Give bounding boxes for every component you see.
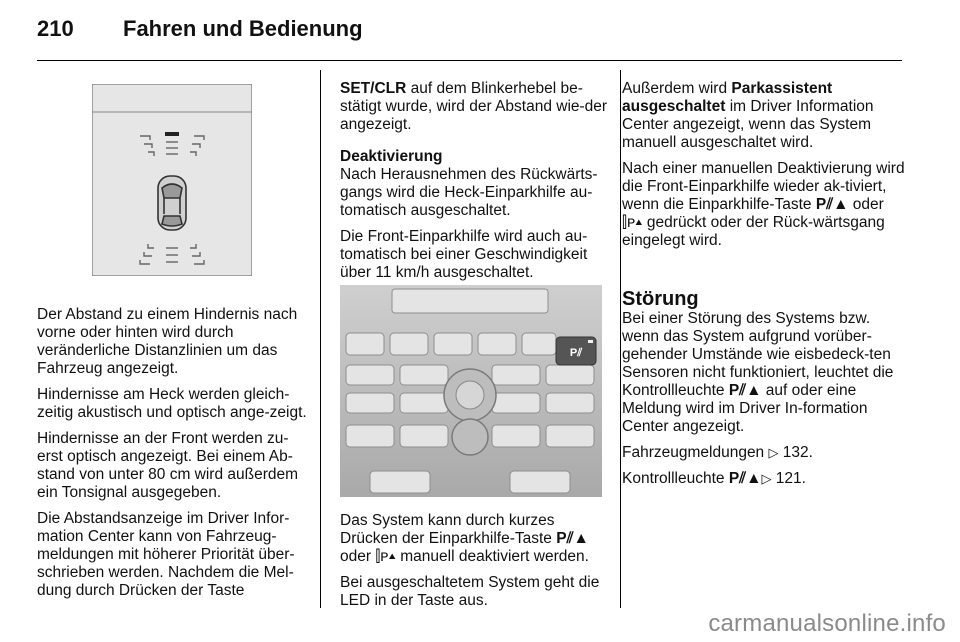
column-3-fault-section xyxy=(622,288,907,488)
text-run: oder xyxy=(340,548,376,565)
text-run: Parkassistent ausgeschaltet xyxy=(622,80,833,115)
text-run: Nach einer manuellen Deaktivierung wird die Front-Einparkhilfe wieder ak-tiviert, wenn die Einparkhilfe-Taste xyxy=(622,160,905,213)
text-run: auf dem Blinkerhebel be-stätigt wurde, wird der Abstand wie-der angezeigt. xyxy=(340,80,608,133)
paragraph xyxy=(622,444,907,462)
watermark: carmanualsonline.info xyxy=(708,610,946,637)
reference-arrow-icon: ▷ xyxy=(761,471,772,486)
paragraph xyxy=(340,80,608,134)
set-clr-label: SET/CLR xyxy=(340,80,407,97)
park-assist-symbol-icon: P⫽▲ xyxy=(556,530,589,547)
park-assist-button-label: P⫽ xyxy=(569,347,583,359)
header-rule xyxy=(37,60,902,61)
column-3-text xyxy=(622,80,907,250)
paragraph xyxy=(622,160,907,250)
text-run: Kontrollleuchte xyxy=(622,470,729,487)
paragraph xyxy=(622,470,907,488)
text-run: Bei einer Störung des Systems bzw. wenn das System aufgrund vorüber-gehender Umstände wie eisbedeck-ten Sensoren nicht funktioniert, leuchtet die Kontrollleuchte xyxy=(622,310,894,399)
text-run: im Driver Information Center angezeigt, wenn das System manuell ausgeschaltet wird. xyxy=(622,98,874,151)
paragraph: Nach Herausnehmen des Rückwärts-gangs wird die Heck-Einparkhilfe au-tomatisch ausgeschaltet. xyxy=(340,166,598,219)
reference-arrow-icon: ▷ xyxy=(768,445,779,460)
paragraph: Hindernisse an der Front werden zu-erst optisch angezeigt. Bei einem Ab-stand von unter 80 cm wird außerdem ein Tonsignal ausgegeben. xyxy=(37,430,299,501)
text-run: 132. xyxy=(778,444,813,461)
paragraph: Bei ausgeschaltetem System geht die LED in der Taste aus. xyxy=(340,574,600,609)
paragraph xyxy=(622,80,907,152)
park-assist-symbol-icon: P⫽▲ xyxy=(815,196,849,213)
paragraph xyxy=(622,310,907,436)
text-run: auf oder eine Meldung wird im Driver In-formation Center angezeigt. xyxy=(622,382,868,435)
text-run: 121. xyxy=(771,470,806,487)
column-2-bottom-text xyxy=(340,512,608,610)
paragraph: Die Front-Einparkhilfe wird auch au-tomatisch bei einer Geschwindigkeit über 11 km/h ausgeschaltet. xyxy=(340,228,588,281)
center-console-figure xyxy=(340,285,602,497)
park-alt-symbol-icon: ⫿ᴘ▴ xyxy=(622,214,643,231)
front-active-segment xyxy=(165,132,179,136)
text-run: Fahrzeugmeldungen xyxy=(622,444,769,461)
text-run: gedrückt oder der Rück-wärtsgang eingelegt wird. xyxy=(622,214,885,249)
car-top-view xyxy=(158,176,186,230)
paragraph: Der Abstand zu einem Hindernis nach vorne oder hinten wird durch veränderliche Distanzlinien um das Fahrzeug angezeigt. xyxy=(37,306,298,377)
section-heading-fault: Störung xyxy=(622,288,699,310)
park-assist-symbol-icon: P⫽▲ xyxy=(728,470,762,487)
park-alt-symbol-icon: ⫿ᴘ▴ xyxy=(375,548,396,565)
text-run: Das System kann durch kurzes Drücken der Einparkhilfe-Taste xyxy=(340,512,557,547)
text-run: Außerdem wird xyxy=(622,80,732,97)
column-2-text xyxy=(340,80,608,282)
column-1-text xyxy=(37,306,309,600)
page-title: Fahren und Bedienung xyxy=(123,16,363,41)
section-heading-deactivation: Deaktivierung xyxy=(340,148,443,165)
parking-distance-display-figure xyxy=(92,84,252,276)
column-divider-1 xyxy=(320,70,321,608)
paragraph: Die Abstandsanzeige im Driver Infor-mation Center kann von Fahrzeug-meldungen mit höherer Priorität über-schrieben werden. Nachdem die Mel-dung durch Drücken der Taste xyxy=(37,510,295,599)
text-run: oder xyxy=(848,196,884,213)
page-number: 210 xyxy=(37,16,74,41)
column-divider-2 xyxy=(620,70,621,608)
paragraph xyxy=(340,512,608,566)
text-run: manuell deaktiviert werden. xyxy=(395,548,589,565)
park-assist-symbol-icon: P⫽▲ xyxy=(728,382,762,399)
paragraph: Hindernisse am Heck werden gleich-zeitig akustisch und optisch ange-zeigt. xyxy=(37,386,307,421)
